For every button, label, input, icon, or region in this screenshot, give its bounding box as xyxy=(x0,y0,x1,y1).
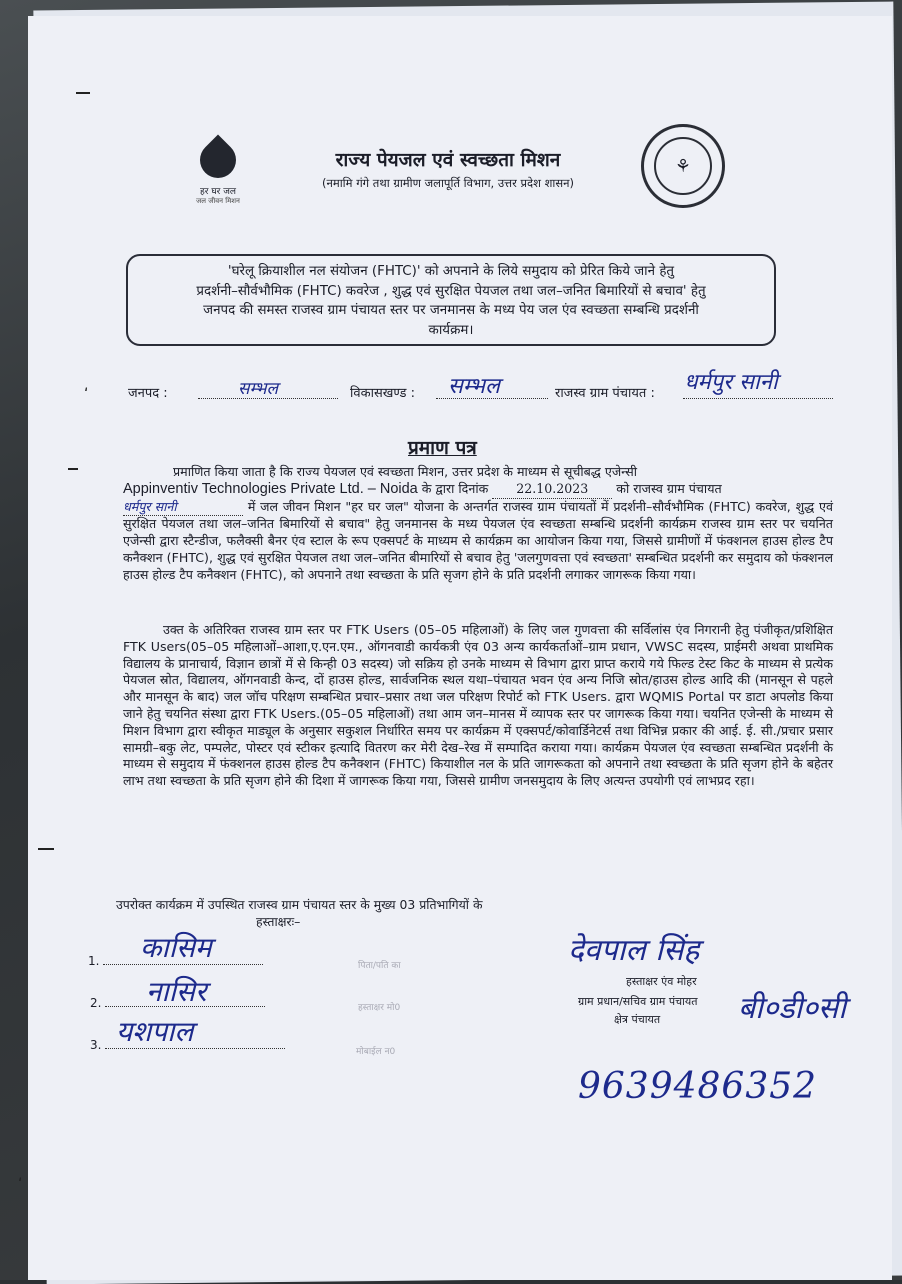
district-value: सम्भल xyxy=(238,379,279,399)
document-page xyxy=(18,16,892,1280)
para1-text-c: में जल जीवन मिशन "हर घर जल" योजना के अन्तर्गत राजस्व ग्राम पंचायतों में प्रदर्शनी–सौर्वभौमिक (FHTC) कवरेज, शुद्ध एवं सुरक्षित पेयजल तथा जल–जनित बिमारियों से बचाव" हेतु जनमानस के मध्य पेयजल एंव स्वच्छता सम्बन्धि प्रदर्शनी कार्यक्रम राजस्व ग्राम स्तर पर चयनित एजेन्सी द्वारा स्टैन्डीज, फलैक्सी बैनर एंव स्टाल के रूप एक्सपर्ट के माध्यम से कार्यक्रम का आयोजन किया गया, जिससे ग्रामीणों में फंक्शनल हाउस होल्ड टैप कनैक्शन (FHTC), शुद्ध एवं सुरक्षित पेयजल तथा जल–जनित बीमारियों से बचाव हेतु 'जलगुणवत्ता एवं स्वच्छता' सम्बन्धित प्रदर्शनी कर समुदाय को फंक्शनल हाउस होल्ड टैप कनैक्शन (FHTC), को अपनाने तथा स्वच्छता के प्रति सृजग होने के प्रति प्रदर्शनी लगाकर जागरूक किया गया। xyxy=(123,498,833,582)
agency-name: Appinventiv Technologies Private Ltd. – Noida xyxy=(123,480,418,497)
margin-mark xyxy=(76,92,90,94)
program-line-1: 'घरेलू क्रियाशील नल संयोजन (FHTC)' को अपनाने के लिये समुदाय को प्रेरित किये जाने हेतु xyxy=(227,264,675,279)
role-kshetra: क्षेत्र पंचायत xyxy=(614,1013,661,1026)
program-line-3: जनपद की समस्त राजस्व ग्राम पंचायत स्तर पर जनमानस के मध्य पेय जल एंव स्वच्छता सम्बन्धि प्रदर्शनी xyxy=(203,303,699,318)
program-line-2: प्रदर्शनी–सौर्वभौमिक (FHTC) कवरेज , शुद्ध एवं सुरक्षित पेयजल तथा जल–जनित बिमारियों से बचाव' हेतु xyxy=(196,283,706,299)
participant-faint-label: हस्ताक्षर मो0 xyxy=(358,1003,401,1013)
certificate-paragraph-2 xyxy=(123,622,833,790)
participant-faint-label: मोबाईल न0 xyxy=(356,1047,396,1057)
block-value: सम्भल xyxy=(448,374,500,399)
program-title-box xyxy=(126,254,776,346)
margin-mark xyxy=(38,848,54,850)
seal-emblem-icon: ⚘ xyxy=(674,156,692,177)
org-subtitle: (नमामि गंगे तथा ग्रामीण जलापूर्ति विभाग, उत्तर प्रदेश शासन) xyxy=(321,176,575,190)
participants-note xyxy=(116,896,586,930)
sign-seal-label: हस्ताक्षर एंव मोहर xyxy=(626,975,697,988)
water-drop-icon xyxy=(193,135,244,186)
logo-left-text: हर घर जल xyxy=(200,187,236,197)
program-line-4: कार्यक्रम। xyxy=(428,322,474,338)
village-name: धर्मपुर सानी xyxy=(123,499,243,517)
participant-number: 3. xyxy=(90,1038,102,1052)
participant-number: 2. xyxy=(90,996,102,1010)
panchayat-value: धर्मपुर सानी xyxy=(684,370,778,395)
para1-text-b: को राजस्व ग्राम पंचायत xyxy=(616,480,722,496)
seal-inner-ring xyxy=(654,137,712,195)
panchayat-label: राजस्व ग्राम पंचायत : xyxy=(555,386,655,401)
har-ghar-jal-logo xyxy=(180,142,256,222)
pradhan-signature: देवपाल सिंह xyxy=(568,933,700,968)
date-label: के द्वारा दिनांक xyxy=(421,480,489,496)
certificate-title: प्रमाण पत्र xyxy=(408,437,477,459)
para1-text-a: प्रमाणित किया जाता है कि राज्य पेयजल एवं स्वच्छता मिशन, उत्तर प्रदेश के माध्यम से सूचीबद्ध एजेन्सी xyxy=(173,464,637,479)
up-government-seal-icon xyxy=(641,124,725,208)
district-label: जनपद : xyxy=(128,386,168,401)
margin-mark: ͵ xyxy=(18,1166,23,1182)
participant-signature: नासिर xyxy=(146,975,207,1008)
role-pradhan: ग्राम प्रधान/सचिव ग्राम पंचायत xyxy=(578,995,698,1008)
participants-note-line-2: हस्ताक्षरः– xyxy=(256,914,301,929)
org-title: राज्य पेयजल एवं स्वच्छता मिशन xyxy=(335,149,561,171)
participant-signature: यशपाल xyxy=(116,1015,194,1048)
certificate-paragraph-1 xyxy=(123,464,833,584)
participant-signature: कासिम xyxy=(140,931,212,964)
programme-date: 22.10.2023 xyxy=(492,481,612,499)
bdc-signature: बी०डी०सी xyxy=(738,991,846,1026)
phone-number: 9639486352 xyxy=(578,1066,818,1107)
participant-faint-label: पिता/पति का xyxy=(358,961,401,971)
logo-left-sub: जल जीवन मिशन xyxy=(196,197,240,205)
block-label: विकासखण्ड : xyxy=(350,386,416,401)
margin-mark xyxy=(68,468,78,470)
participant-number: 1. xyxy=(88,954,100,968)
participants-note-line: उपरोक्त कार्यक्रम में उपस्थित राजस्व ग्राम पंचायत स्तर के मुख्य 03 प्रतिभागियों के xyxy=(116,897,483,912)
para2-text: उक्त के अतिरिक्त राजस्व ग्राम स्तर पर FTK Users (05–05 महिलाओं) के लिए जल गुणवत्ता की सर्विलांस एंव निगरानी हेतु पंजीकृत/प्रशिक्षित FTK Users(05–05 महिलाओं–आशा,ए.एन.एम., ऑगनवाडी कार्यकत्री एंव 03 अन्य कार्यकर्ताओं–ग्राम प्रधान, VWSC सदस्य, प्राईमरी अथवा प्राथमिक विद्यालय के प्रानाचार्य, विज्ञान छात्रों में से किन्ही 03 सदस्य) जो सक्रिय हो उनके माध्यम से विभाग द्वारा प्राप्त कराये गये फिल्ड टेस्ट किट के माध्यम से प्रत्येक पेयजल स्रोत, विद्यालय, ऑगनवाडी केन्द, दों हाउस होल्ड, सार्वजनिक स्थल यथा–पंचायत भवन एंव अन्य निजि स्रोत/हाउस होल्ड आदि की (मानसून से पहले और मानसून के बाद) जल जॉच परिक्षण सम्बन्धित प्रचार–प्रसार तथा जल परिक्षण रिपोर्ट को FTK Users. द्वारा WQMIS Portal पर डाटा अपलोड किया जाने हेतु चयनित संस्था द्वारा FTK Users.(05–05 महिलाओं) तथा आम जन–मानस में व्यापक स्तर पर जागरूक किया गया। चयनित एजेन्सी के माध्यम से मिशन विभाग द्वारा स्वीकृत माड्यूल के अनुसार सकुशल निर्धारित समय पर कार्यक्रम में एक्सपर्ट/कोवार्डिनेटर्स तथा विभिन्न प्रकार की आई. ई. सी./प्रचार प्रसार सामग्री–बकु लेट, पम्पलेट, पोस्टर एवं स्टीकर इत्यादि वितरण कर मेरी देख–रेख में सम्पादित कराया गया। कार्यक्रम पेयजल एंव स्वच्छता सम्बन्धित प्रदर्शनी के माध्यम से समुदाय में फंक्शनल हाउस होल्ड टैप कनैक्शन (FHTC) कियाशील नल के प्रति जागरूकता को अपनाने तथा स्वच्छता के प्रति सृजग होने के बहेतर लाभ तथा स्वच्छता के प्रति सृजग होने की दिशा में जागरूक किया गया, जिससे ग्रामीण जनसमुदाय के लिए अत्यन्त उपयोगी एवं लाभप्रद रहा। xyxy=(123,622,833,789)
margin-mark: ͵ xyxy=(84,376,89,392)
